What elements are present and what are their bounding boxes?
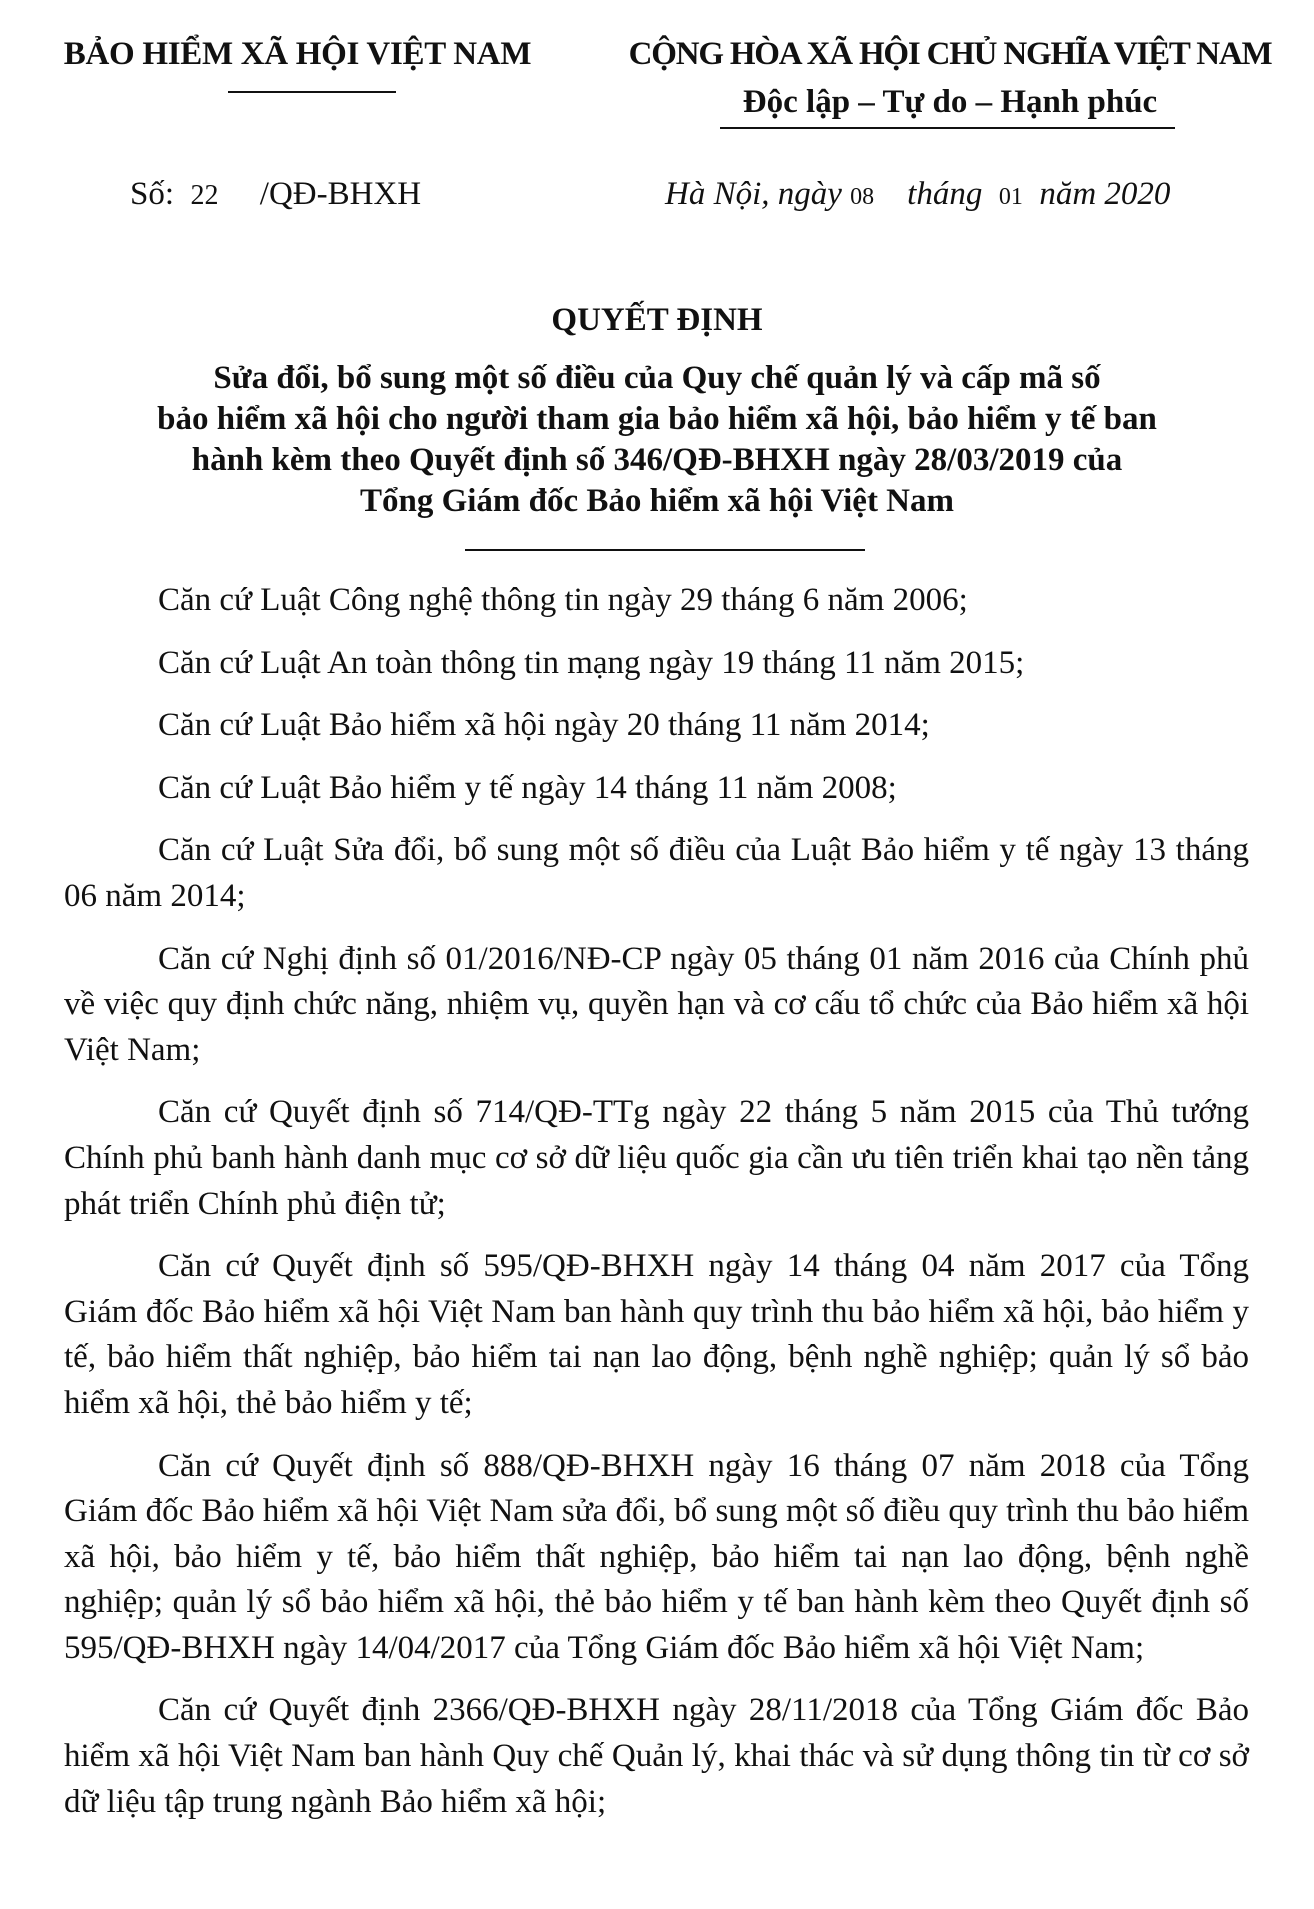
motto-underline: [720, 127, 1175, 129]
number-label: Số:: [130, 176, 175, 212]
subtitle-underline: [465, 549, 865, 551]
legal-basis-paragraph: Căn cứ Quyết định số 714/QĐ-TTg ngày 22 tháng 5 năm 2015 của Thủ tướng Chính phủ banh hành danh mục cơ sở dữ liệu quốc gia cần ưu tiên triển khai tạo nền tảng phát triển Chính phủ điện tử;: [64, 1094, 1249, 1222]
number-value: 22: [190, 180, 219, 211]
country-name: CỘNG HÒA XÃ HỘI CHỦ NGHĨA VIỆT NAM: [628, 36, 1272, 72]
national-motto: Độc lập – Tự do – Hạnh phúc: [742, 84, 1158, 120]
legal-basis-paragraph: Căn cứ Luật An toàn thông tin mạng ngày 19 tháng 11 năm 2015;: [158, 644, 1025, 681]
date-day: 08: [850, 184, 875, 210]
legal-basis-paragraph: Căn cứ Quyết định 2366/QĐ-BHXH ngày 28/11/2018 của Tổng Giám đốc Bảo hiểm xã hội Việt Nam ban hành Quy chế Quản lý, khai thác và sử dụng thông tin từ cơ sở dữ liệu tập trung ngành Bảo hiểm xã hội;: [64, 1692, 1249, 1820]
document-number: [130, 176, 421, 213]
subtitle-line: hành kèm theo Quyết định số 346/QĐ-BHXH ngày 28/03/2019 của: [191, 442, 1123, 478]
document-body: [64, 578, 1249, 1842]
document-title: QUYẾT ĐỊNH: [551, 302, 763, 338]
legal-basis-paragraph: Căn cứ Nghị định số 01/2016/NĐ-CP ngày 05 tháng 01 năm 2016 của Chính phủ về việc quy định chức năng, nhiệm vụ, quyền hạn và cơ cấu tổ chức của Bảo hiểm xã hội Việt Nam;: [64, 940, 1249, 1068]
legal-basis-paragraph: Căn cứ Quyết định số 595/QĐ-BHXH ngày 14 tháng 04 năm 2017 của Tổng Giám đốc Bảo hiểm xã hội Việt Nam ban hành quy trình thu bảo hiểm xã hội, bảo hiểm y tế, bảo hiểm thất nghiệp, bảo hiểm tai nạn lao động, bệnh nghề nghiệp; quản lý sổ bảo hiểm xã hội, thẻ bảo hiểm y tế;: [64, 1248, 1249, 1421]
document-subtitle: [60, 358, 1254, 522]
date-month: 01: [998, 184, 1023, 210]
subtitle-line: bảo hiểm xã hội cho người tham gia bảo hiểm xã hội, bảo hiểm y tế ban: [157, 401, 1157, 437]
agency-underline: [228, 91, 396, 93]
subtitle-line: Sửa đổi, bổ sung một số điều của Quy chế quản lý và cấp mã số: [213, 360, 1101, 396]
legal-basis-paragraph: Căn cứ Quyết định số 888/QĐ-BHXH ngày 16 tháng 07 năm 2018 của Tổng Giám đốc Bảo hiểm xã hội Việt Nam sửa đổi, bổ sung một số điều quy trình thu bảo hiểm xã hội, bảo hiểm y tế, bảo hiểm thất nghiệp, bảo hiểm tai nạn lao động, bệnh nghề nghiệp; quản lý sổ bảo hiểm xã hội, thẻ bảo hiểm y tế ban hành kèm theo Quyết định số 595/QĐ-BHXH ngày 14/04/2017 của Tổng Giám đốc Bảo hiểm xã hội Việt Nam;: [64, 1447, 1249, 1666]
issue-date: [665, 176, 1170, 213]
legal-basis-paragraph: Căn cứ Luật Bảo hiểm xã hội ngày 20 tháng 11 năm 2014;: [158, 707, 930, 744]
number-suffix: /QĐ-BHXH: [259, 176, 422, 212]
issuing-agency: BẢO HIỂM XÃ HỘI VIỆT NAM: [63, 36, 532, 72]
legal-basis-paragraph: Căn cứ Luật Bảo hiểm y tế ngày 14 tháng 11 năm 2008;: [158, 769, 897, 806]
date-place: Hà Nội, ngày: [665, 176, 842, 212]
legal-basis-paragraph: Căn cứ Luật Công nghệ thông tin ngày 29 tháng 6 năm 2006;: [158, 582, 968, 618]
legal-basis-paragraph: Căn cứ Luật Sửa đổi, bổ sung một số điều của Luật Bảo hiểm y tế ngày 13 tháng 06 năm 2014;: [64, 832, 1249, 914]
subtitle-line: Tổng Giám đốc Bảo hiểm xã hội Việt Nam: [359, 483, 955, 519]
date-year: năm 2020: [1039, 176, 1171, 212]
date-month-label: tháng: [907, 176, 983, 212]
